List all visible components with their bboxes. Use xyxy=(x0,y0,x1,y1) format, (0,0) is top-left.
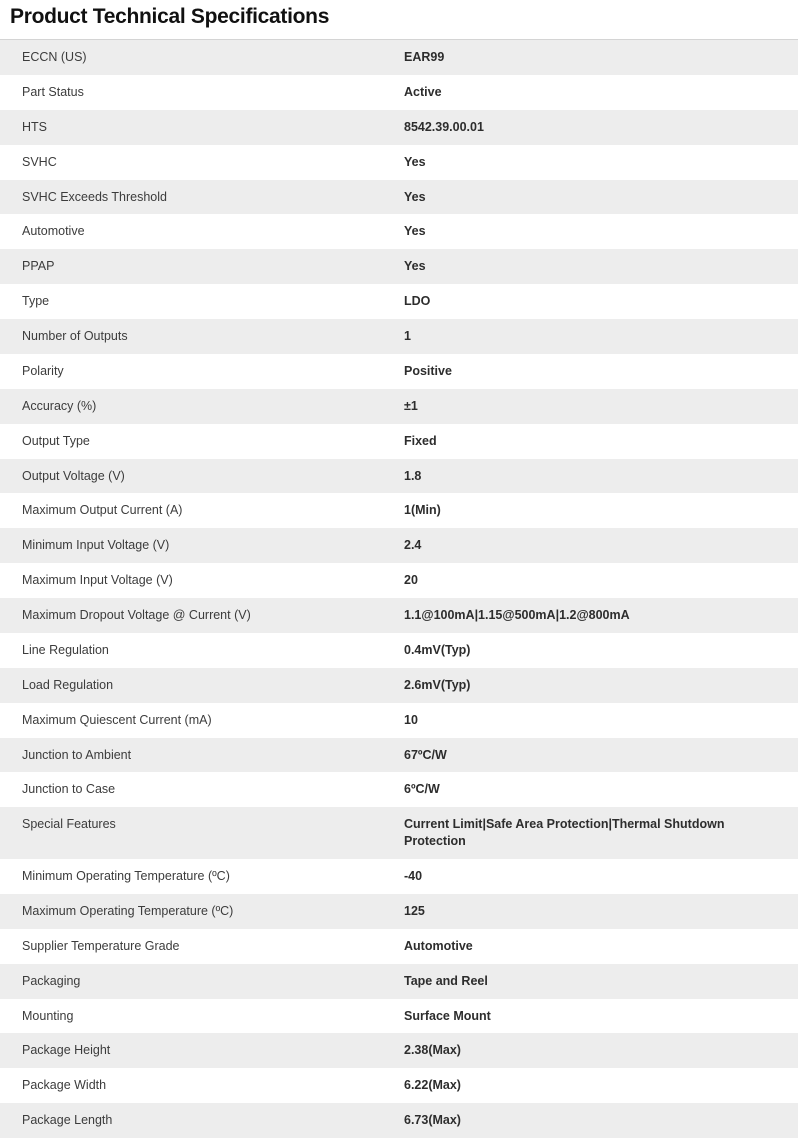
spec-attribute-name: Line Regulation xyxy=(22,642,109,657)
spec-attribute-value: LDO xyxy=(404,294,431,309)
spec-attribute-value: Tape and Reel xyxy=(404,973,488,988)
spec-attribute-name: Maximum Quiescent Current (mA) xyxy=(22,712,212,727)
spec-attribute-value: 67ºC/W xyxy=(404,747,447,762)
table-row xyxy=(0,772,798,807)
spec-attribute-name: Number of Outputs xyxy=(22,329,128,343)
spec-attribute-name: Accuracy (%) xyxy=(22,398,97,413)
table-row xyxy=(0,40,798,75)
spec-attribute-value: 1 xyxy=(404,329,411,343)
table-row xyxy=(0,424,798,459)
spec-attribute-value: 0.4mV(Typ) xyxy=(404,642,471,657)
table-row xyxy=(0,284,798,319)
spec-attribute-name: HTS xyxy=(22,119,47,134)
spec-attribute-value: 2.6mV(Typ) xyxy=(404,677,471,692)
spec-attribute-name: Package Width xyxy=(22,1078,107,1093)
table-row xyxy=(0,633,798,668)
table-row xyxy=(0,214,798,249)
spec-attribute-name: Package Length xyxy=(22,1113,113,1128)
spec-attribute-value: 8542.39.00.01 xyxy=(404,119,484,134)
table-row xyxy=(0,964,798,999)
spec-attribute-name: Maximum Operating Temperature (ºC) xyxy=(22,903,234,918)
table-row xyxy=(0,929,798,964)
spec-attribute-value: ±1 xyxy=(404,398,418,413)
table-row xyxy=(0,703,798,738)
spec-attribute-name: SVHC xyxy=(22,154,57,169)
spec-attribute-name: Mounting xyxy=(22,1008,74,1023)
page-title: Product Technical Specifications xyxy=(10,5,330,28)
table-row xyxy=(0,999,798,1034)
spec-attribute-value: 1.8 xyxy=(404,468,422,483)
spec-attribute-name: ECCN (US) xyxy=(22,50,87,64)
spec-attribute-name: Package Height xyxy=(22,1043,111,1058)
spec-attribute-name: Junction to Ambient xyxy=(22,747,132,762)
table-row xyxy=(0,1068,798,1103)
table-row xyxy=(0,528,798,563)
spec-attribute-value: 6ºC/W xyxy=(404,782,440,797)
table-row xyxy=(0,738,798,773)
spec-attribute-name: Minimum Input Voltage (V) xyxy=(22,538,170,553)
spec-attribute-value: 6.22(Max) xyxy=(404,1078,461,1093)
spec-attribute-name: PPAP xyxy=(22,259,55,274)
spec-attribute-name: Type xyxy=(22,294,50,309)
table-row xyxy=(0,563,798,598)
spec-attribute-name: Minimum Operating Temperature (ºC) xyxy=(22,869,230,883)
spec-attribute-value: Yes xyxy=(404,224,426,239)
spec-attribute-value: Yes xyxy=(404,259,426,274)
table-row xyxy=(0,859,798,894)
spec-attribute-value: Active xyxy=(404,84,442,99)
table-row xyxy=(0,459,798,494)
spec-attribute-value: Positive xyxy=(404,363,452,378)
spec-attribute-name: Packaging xyxy=(22,973,81,988)
specifications-table xyxy=(0,40,798,1138)
table-row xyxy=(0,807,798,859)
table-row xyxy=(0,75,798,110)
table-row xyxy=(0,1033,798,1068)
spec-attribute-name: Output Type xyxy=(22,433,90,448)
spec-attribute-value: Current Limit|Safe Area Protection|Thermal Shutdown Protection xyxy=(404,817,725,849)
table-row xyxy=(0,668,798,703)
table-row xyxy=(0,145,798,180)
table-row xyxy=(0,354,798,389)
spec-attribute-value: Yes xyxy=(404,154,426,169)
table-row xyxy=(0,389,798,424)
spec-attribute-name: Part Status xyxy=(22,84,84,99)
spec-attribute-value: -40 xyxy=(404,869,423,883)
table-row xyxy=(0,894,798,929)
table-row xyxy=(0,319,798,354)
spec-attribute-value: EAR99 xyxy=(404,50,445,64)
spec-attribute-name: Maximum Output Current (A) xyxy=(22,503,183,518)
spec-attribute-name: SVHC Exceeds Threshold xyxy=(22,189,167,204)
spec-attribute-value: 2.4 xyxy=(404,538,422,553)
table-row xyxy=(0,493,798,528)
spec-attribute-name: Maximum Dropout Voltage @ Current (V) xyxy=(22,608,251,622)
spec-attribute-value: 1(Min) xyxy=(404,503,441,518)
spec-attribute-value: 1.1@100mA|1.15@500mA|1.2@800mA xyxy=(404,608,630,622)
spec-attribute-name: Automotive xyxy=(22,224,85,239)
spec-attribute-name: Output Voltage (V) xyxy=(22,468,125,483)
spec-attribute-value: 20 xyxy=(404,573,418,588)
table-row xyxy=(0,1103,798,1138)
spec-attribute-value: 6.73(Max) xyxy=(404,1113,461,1128)
spec-attribute-value: Yes xyxy=(404,189,426,204)
table-row xyxy=(0,110,798,145)
spec-attribute-value: 2.38(Max) xyxy=(404,1043,461,1058)
spec-attribute-value: 10 xyxy=(404,712,418,727)
spec-attribute-name: Special Features xyxy=(22,817,116,832)
spec-attribute-value: 125 xyxy=(404,903,425,918)
spec-attribute-name: Polarity xyxy=(22,363,64,378)
specifications-table-body xyxy=(0,40,798,1138)
spec-attribute-name: Load Regulation xyxy=(22,677,114,692)
spec-attribute-value: Surface Mount xyxy=(404,1008,491,1023)
spec-attribute-name: Supplier Temperature Grade xyxy=(22,938,180,953)
spec-attribute-value: Automotive xyxy=(404,938,473,953)
table-row xyxy=(0,180,798,215)
table-row xyxy=(0,598,798,633)
spec-attribute-value: Fixed xyxy=(404,433,437,448)
spec-attribute-name: Junction to Case xyxy=(22,782,116,797)
spec-attribute-name: Maximum Input Voltage (V) xyxy=(22,573,173,588)
table-row xyxy=(0,249,798,284)
